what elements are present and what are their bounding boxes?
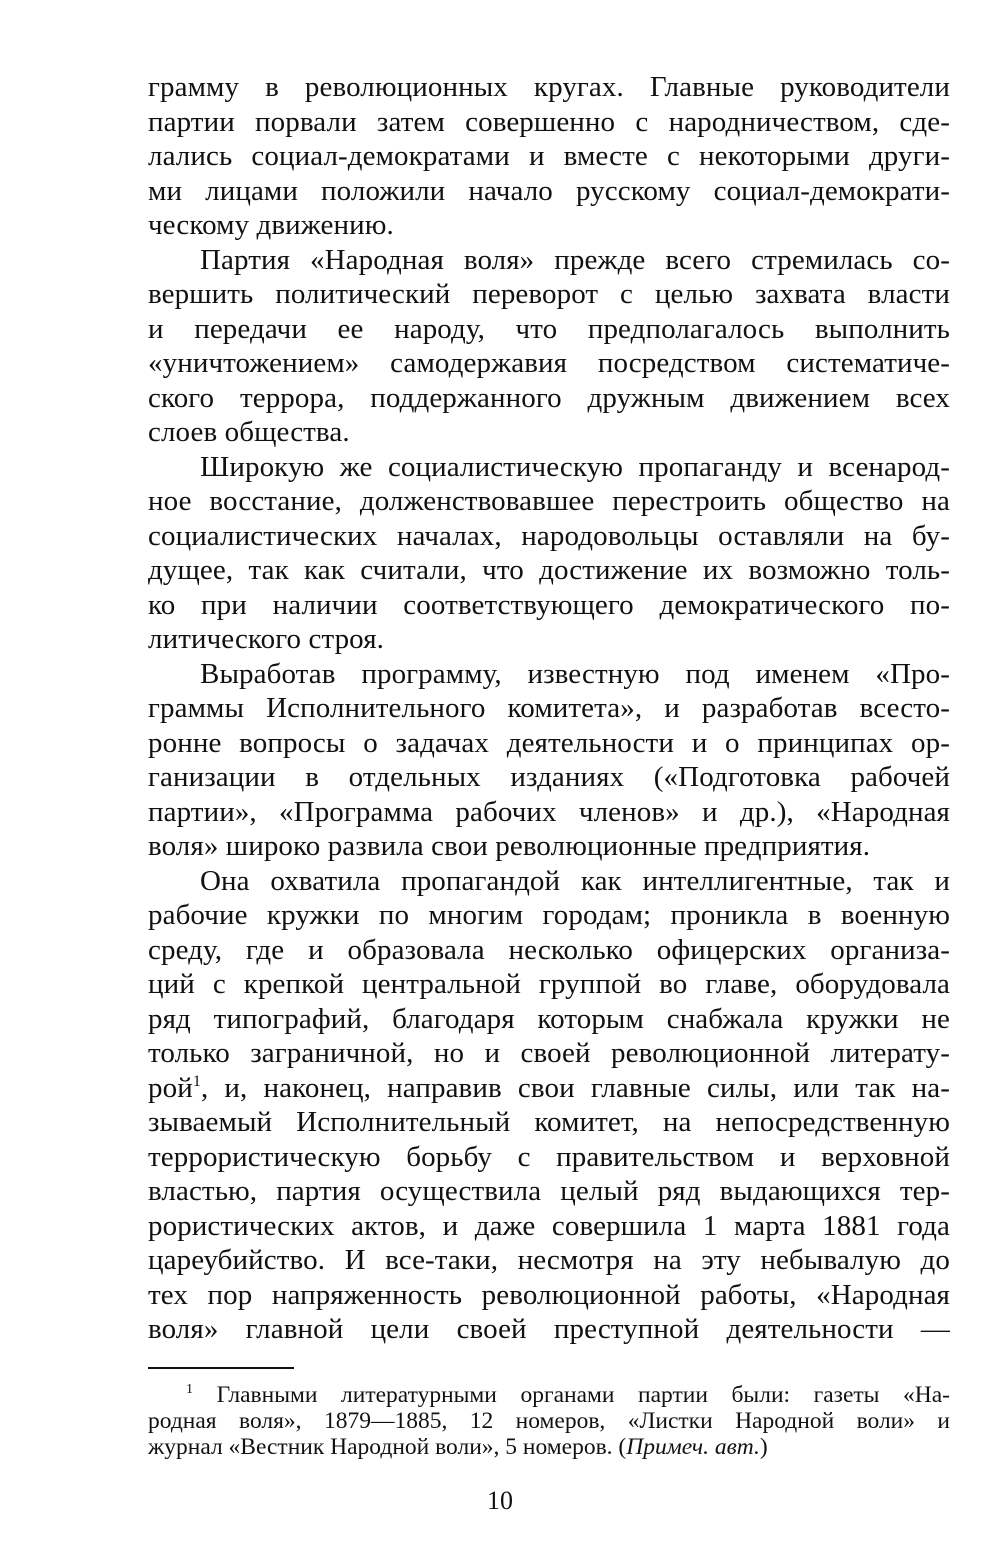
text-line: ко при наличии соответствующего демократического по-	[148, 588, 950, 621]
text-line: тех пор напряженность революционной работы, «Народная	[148, 1278, 950, 1311]
text-line: среду, где и образовала несколько офицерских организа-	[148, 933, 950, 966]
text-line: ное восстание, долженствовавшее перестроить общество на	[148, 485, 950, 517]
text-line: вершить политический переворот с целью захвата власти	[148, 278, 950, 310]
footnote-divider	[148, 1367, 294, 1369]
paragraph-start-line: Широкую же социалистическую пропаганду и всенарод-	[200, 450, 950, 483]
text-line: лались социал-демократами и вместе с некоторыми други-	[148, 140, 950, 172]
footnote-text: )	[759, 1434, 768, 1460]
text-line: рористических актов, и даже совершила 1 марта 1881 года	[148, 1209, 950, 1242]
footnote	[148, 1382, 950, 1460]
text-line: партии», «Программа рабочих членов» и др.), «Народная	[148, 795, 950, 828]
page-number: 10	[487, 1486, 513, 1515]
text-line: ганизации в отдельных изданиях («Подготовка рабочей	[148, 761, 950, 793]
text-line: ряд типографий, благодаря которым снабжала кружки не	[148, 1002, 950, 1035]
text-line: ми лицами положили начало русскому социал-демократи-	[148, 174, 950, 207]
text-line: грамму в революционных кругах. Главные руководители	[148, 71, 950, 103]
text-line: властью, партия осуществила целый ряд выдающихся тер-	[148, 1175, 950, 1207]
line-end: , и, наконец, направив свои главные силы, или так на-	[200, 1071, 950, 1104]
text-line: «уничтожением» самодержавия посредством систематиче-	[148, 347, 950, 379]
text-line: рабочие кружки по многим городам; проникла в военную	[148, 899, 950, 931]
main-text	[148, 70, 950, 1347]
footnote-line	[148, 1434, 950, 1460]
text-line: и передачи ее народу, что предполагалось выполнить	[148, 312, 950, 345]
text-line: зываемый Исполнительный комитет, на непосредственную	[148, 1106, 950, 1138]
text-line: партии порвали затем совершенно с народничеством, сде-	[148, 105, 950, 138]
text-line: ского террора, поддержанного дружным движением всех	[148, 381, 950, 414]
paragraph-start-line: Партия «Народная воля» прежде всего стремилась со-	[200, 243, 950, 276]
text-line: воля» широко развила свои революционные предприятия.	[148, 830, 871, 862]
footnote-text: журнал «Вестник Народной воли», 5 номеров. (	[148, 1434, 627, 1460]
text-line: ронне вопросы о задачах деятельности и о принципах ор-	[148, 726, 950, 759]
text-line: ций с крепкой центральной группой во главе, оборудовала	[148, 968, 950, 1000]
footnote-line	[148, 1382, 950, 1408]
text-line: террористическую борьбу с правительством и верховной	[148, 1140, 950, 1173]
text-line: цареубийство. И все-таки, несмотря на эту небывалую до	[148, 1244, 950, 1276]
line-start: рой	[148, 1071, 193, 1104]
footnote-text: Главными литературными органами партии были: газеты «На-	[216, 1382, 951, 1408]
text-line: социалистических началах, народовольцы оставляли на бу-	[148, 519, 950, 552]
text-line: дущее, так как считали, что достижение их возможно толь-	[148, 554, 950, 586]
text-line: литического строя.	[148, 623, 385, 655]
text-line: ческому движению.	[148, 209, 394, 241]
footnote-line: родная воля», 1879—1885, 12 номеров, «Листки Народной воли» и	[148, 1408, 950, 1434]
text-line-with-footnote-ref	[148, 1071, 950, 1106]
text-line: граммы Исполнительного комитета», и разработав всесто-	[148, 692, 950, 724]
text-line: воля» главной цели своей преступной деятельности —	[148, 1313, 950, 1345]
footnote-marker: 1	[186, 1382, 193, 1397]
text-line: только заграничной, но и своей революционной литерату-	[148, 1037, 950, 1069]
paragraph-start-line: Выработав программу, известную под именем «Про-	[200, 657, 950, 690]
text-line: слоев общества.	[148, 416, 350, 448]
footnote-reference[interactable]: 1	[192, 1072, 201, 1090]
paragraph-start-line: Она охватила пропагандой как интеллигентные, так и	[200, 864, 950, 897]
footnote-note: Примеч. авт.	[626, 1434, 760, 1460]
